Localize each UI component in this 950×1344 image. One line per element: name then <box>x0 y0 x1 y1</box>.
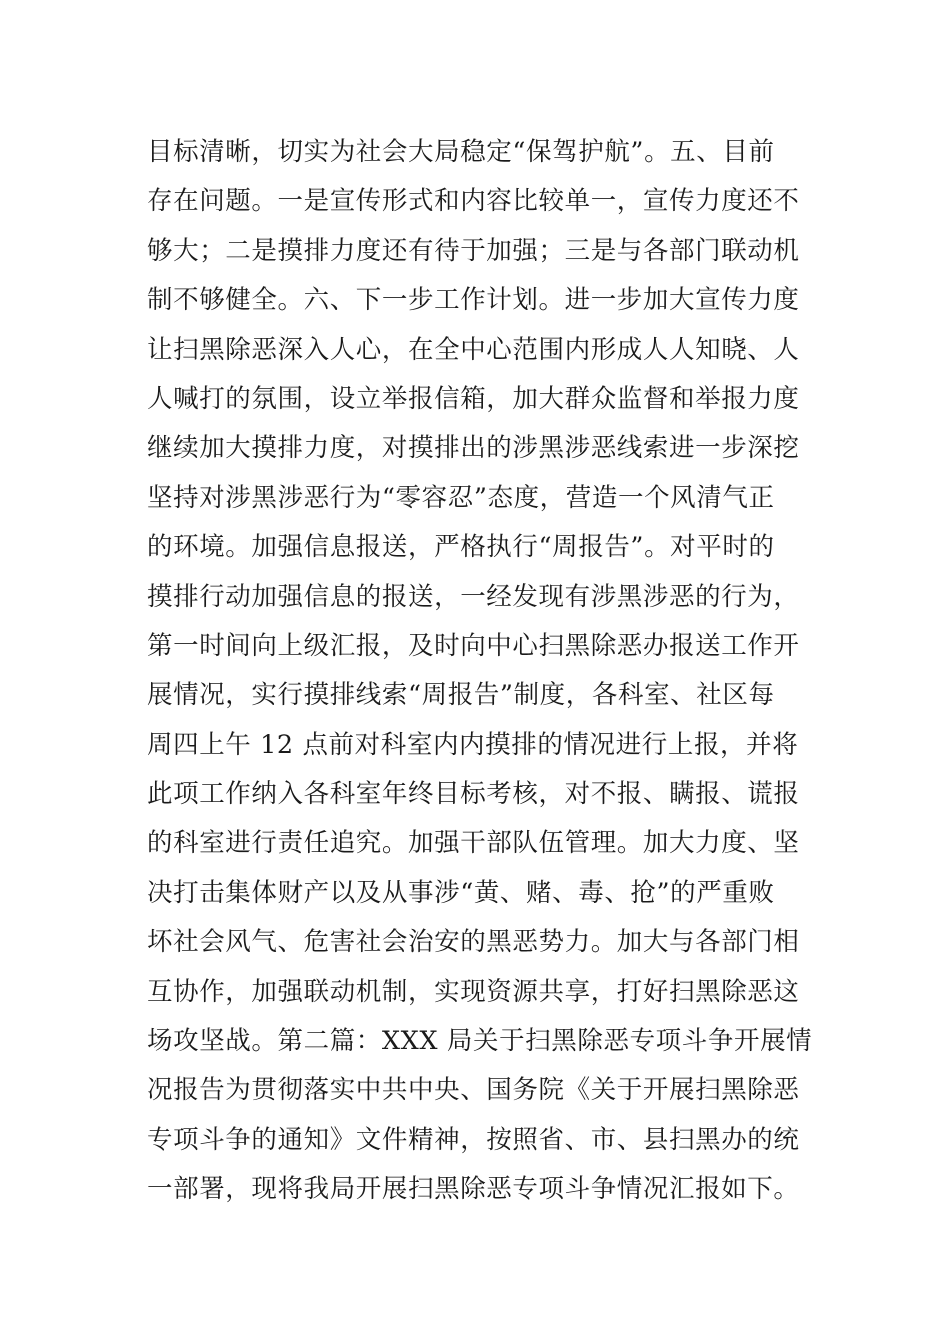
text-line: 决打击集体财产以及从事涉“黄、赌、毒、抢”的严重败 <box>147 877 775 908</box>
text-line: 场攻坚战。第二篇：XXX 局关于扫黑除恶专项斗争开展情 <box>147 1026 813 1057</box>
text-line: 展情况，实行摸排线索“周报告”制度，各科室、社区每 <box>147 680 775 711</box>
text-line: 人喊打的氛围，设立举报信箱，加大群众监督和举报力度 <box>147 383 800 414</box>
text-line: 制不够健全。六、下一步工作计划。进一步加大宣传力度 <box>147 285 800 316</box>
text-line: 一部署，现将我局开展扫黑除恶专项斗争情况汇报如下。 <box>147 1174 800 1205</box>
text-line: 互协作，加强联动机制，实现资源共享，打好扫黑除恶这 <box>147 976 800 1007</box>
text-line: 第一时间向上级汇报，及时向中心扫黑除恶办报送工作开 <box>147 630 800 661</box>
text-line: 坏社会风气、危害社会治安的黑恶势力。加大与各部门相 <box>147 927 800 958</box>
text-line: 摸排行动加强信息的报送，一经发现有涉黑涉恶的行为， <box>147 581 800 612</box>
text-line: 目标清晰，切实为社会大局稳定“保驾护航”。五、目前 <box>147 137 775 167</box>
text-line: 继续加大摸排力度，对摸排出的涉黑涉恶线索进一步深挖 <box>147 433 800 464</box>
body-text <box>147 128 817 1215</box>
text-line: 专项斗争的通知》文件精神，按照省、市、县扫黑办的统 <box>147 1124 800 1155</box>
text-line: 的环境。加强信息报送，严格执行“周报告”。对平时的 <box>147 532 775 563</box>
text-line: 坚持对涉黑涉恶行为“零容忍”态度，营造一个风清气正 <box>147 482 775 513</box>
text-line: 周四上午 12 点前对科室内内摸排的情况进行上报，并将 <box>147 729 799 760</box>
text-line: 让扫黑除恶深入人心，在全中心范围内形成人人知晓、人 <box>147 334 800 365</box>
text-line: 此项工作纳入各科室年终目标考核，对不报、瞒报、谎报 <box>147 779 800 810</box>
text-line: 存在问题。一是宣传形式和内容比较单一，宣传力度还不 <box>147 186 800 217</box>
text-line: 够大；二是摸排力度还有待于加强；三是与各部门联动机 <box>147 235 800 266</box>
text-line: 况报告为贯彻落实中共中央、国务院《关于开展扫黑除恶 <box>147 1075 800 1106</box>
text-line: 的科室进行责任追究。加强干部队伍管理。加大力度、坚 <box>147 828 800 859</box>
